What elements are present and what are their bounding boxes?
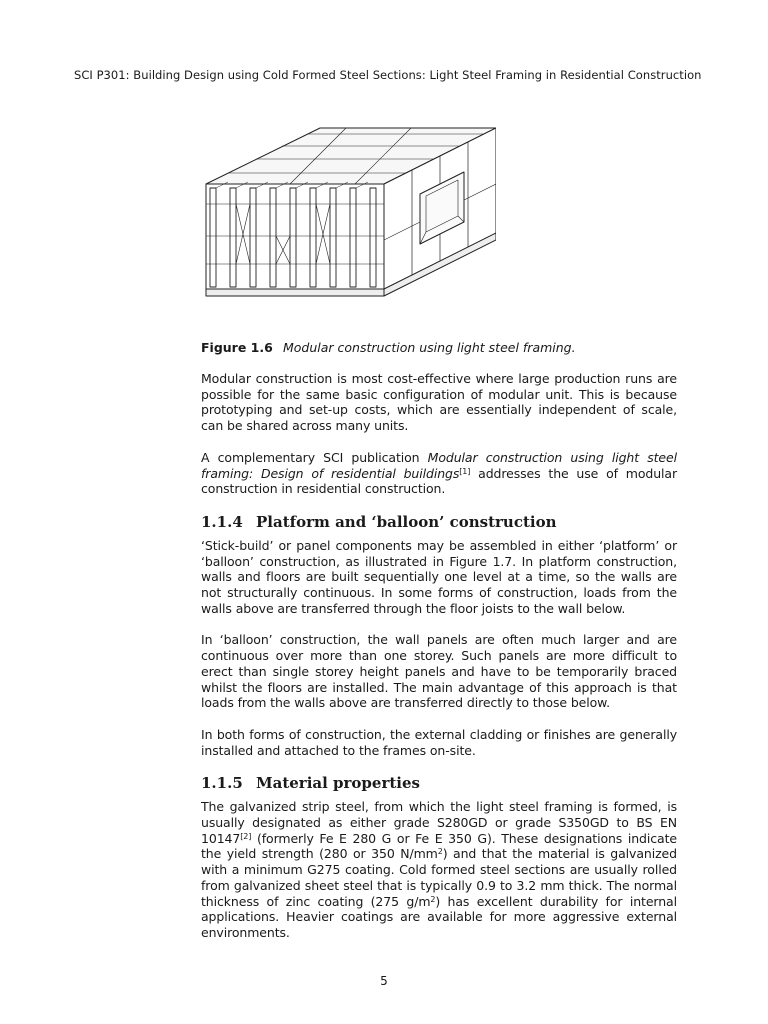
page-number: 5 xyxy=(380,974,388,988)
paragraph-stick-build: ‘Stick-build’ or panel components may be assembled in either ‘platform’ or ‘balloon’ construction, as illustrated in Figure 1.7. In platform construction, walls and floors are built sequentially one level at a time, so the walls are not structurally continuous. In some forms of construction, loads from the walls above are transferred through the floor joists to the wall below. xyxy=(201,537,677,616)
paragraph-sci-publication xyxy=(201,450,677,497)
paragraph-cladding: In both forms of construction, the external cladding or finishes are generally installed and attached to the frames on-site. xyxy=(201,726,677,758)
modular-unit-figure xyxy=(196,104,496,314)
section-heading-1-1-4 xyxy=(201,513,677,531)
figure-caption xyxy=(201,340,576,355)
figure-number: Figure 1.6 xyxy=(201,340,273,355)
paragraph-text: addresses the use of modular construction in residential construction. xyxy=(201,465,678,497)
section-title: Platform and ‘balloon’ construction xyxy=(256,512,557,531)
section-title: Material properties xyxy=(256,774,420,793)
paragraph-text: ) has excellent durability for internal applications. Heavier coatings are available for more aggressive external environments. xyxy=(201,893,677,940)
section-number: 1.1.5 xyxy=(201,774,243,793)
paragraph-text: A complementary SCI publication xyxy=(201,449,428,465)
running-header: SCI P301: Building Design using Cold Formed Steel Sections: Light Steel Framing in Residential Construction xyxy=(74,68,702,82)
paragraph-material-properties xyxy=(201,799,677,940)
publication-title: Modular construction using light steel framing: Design of residential buildings xyxy=(201,449,677,481)
paragraph-modular-cost: Modular construction is most cost-effective where large production runs are possible for the same basic configuration of modular unit. This is because prototyping and set-up costs, which are essentially independent of scale, can be shared across many units. xyxy=(201,371,677,434)
reference-marker: [1] xyxy=(459,466,471,476)
modular-unit-drawing xyxy=(196,104,496,314)
section-number: 1.1.4 xyxy=(201,512,243,531)
figure-title: Modular construction using light steel framing. xyxy=(283,340,576,355)
paragraph-text: ) and that the material is galvanized with a minimum G275 coating. Cold formed steel sections are usually rolled from galvanized sheet steel that is typically 0.9 to 3.2 mm thick. The normal thickness of zinc coating (275 g/m xyxy=(201,846,677,909)
superscript: 2 xyxy=(430,894,436,904)
section-heading-1-1-5 xyxy=(201,774,677,792)
paragraph-text: (formerly Fe E 280 G or Fe E 350 G). These designations indicate the yield strength (280 or 350 N/mm xyxy=(201,830,677,862)
body-content xyxy=(201,371,677,957)
reference-marker: [2] xyxy=(240,831,252,841)
paragraph-balloon: In ‘balloon’ construction, the wall panels are often much larger and are continuous over more than one storey. Such panels are more difficult to erect than single storey height panels and have to be temporarily braced whilst the floors are installed. The main advantage of this approach is that loads from the walls above are transferred directly to those below. xyxy=(201,632,677,711)
superscript: 2 xyxy=(437,847,443,857)
paragraph-text: The galvanized strip steel, from which the light steel framing is formed, is usually designated as either grade S280GD or grade S350GD to BS EN 10147 xyxy=(201,799,677,846)
